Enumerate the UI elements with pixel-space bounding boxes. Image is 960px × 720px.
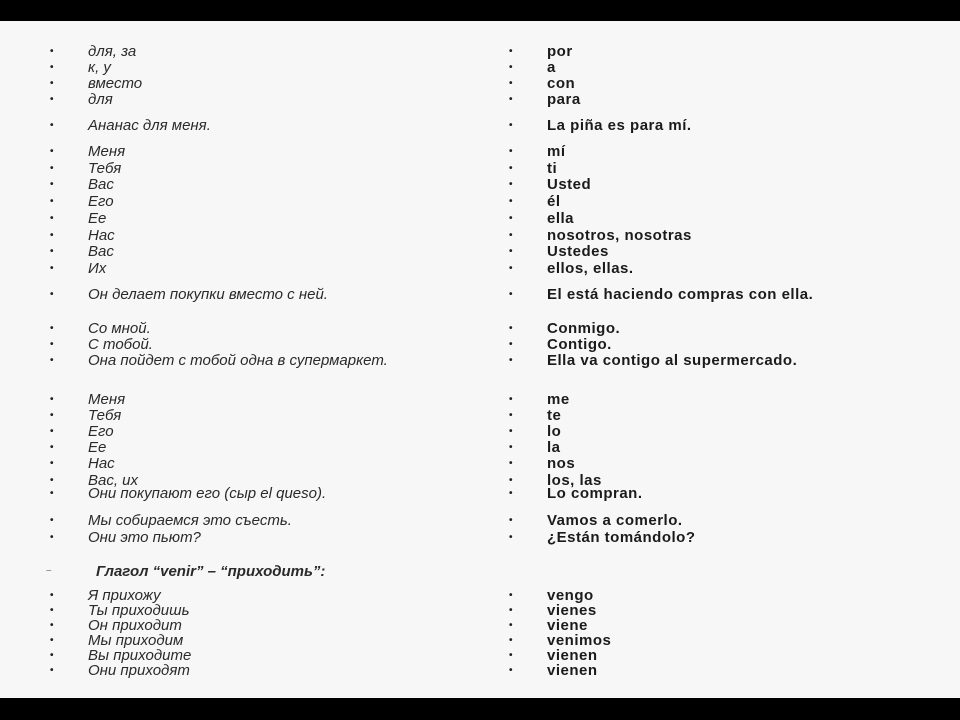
spanish-item-text: Usted	[547, 176, 592, 193]
russian-item	[50, 118, 470, 133]
section-heading	[46, 563, 325, 580]
russian-item-text: Ананас для меня.	[88, 117, 211, 134]
bullet-icon: •	[509, 410, 514, 421]
bullet-icon: •	[50, 230, 54, 241]
russian-item-text: С тобой.	[88, 336, 153, 353]
bullet-icon: •	[50, 62, 54, 73]
russian-item-text: для	[88, 91, 113, 108]
spanish-item	[509, 603, 939, 618]
russian-item	[50, 161, 470, 176]
spanish-item	[509, 424, 939, 439]
russian-item	[50, 211, 470, 226]
bullet-icon: •	[509, 355, 514, 366]
russian-item	[50, 530, 470, 545]
russian-item	[50, 513, 470, 528]
russian-item-text: Его	[88, 193, 114, 210]
russian-item	[50, 486, 470, 501]
spanish-item-text: Conmigo.	[547, 320, 621, 337]
russian-item-text: вместо	[88, 75, 143, 92]
bullet-icon: •	[509, 620, 514, 631]
russian-item	[50, 177, 470, 192]
spanish-item	[509, 663, 939, 678]
spanish-item-text: él	[547, 193, 561, 210]
spanish-item-text: mí	[547, 143, 566, 160]
russian-item-text: Они приходят	[88, 662, 190, 679]
bullet-icon: •	[509, 442, 514, 453]
spanish-item-text: con	[547, 75, 576, 92]
bullet-icon: •	[50, 605, 54, 616]
bullet-icon: •	[509, 339, 514, 350]
spanish-item	[509, 392, 939, 407]
bullet-icon: •	[509, 488, 514, 499]
bullet-icon: •	[50, 426, 54, 437]
russian-item-text: Вас	[88, 243, 114, 260]
russian-item-text: для, за	[88, 43, 137, 60]
spanish-item	[509, 456, 939, 471]
russian-item	[50, 337, 470, 352]
spanish-item	[509, 588, 939, 603]
spanish-item	[509, 92, 939, 107]
bullet-icon: •	[50, 394, 54, 405]
bullet-icon: •	[50, 46, 54, 57]
russian-item	[50, 588, 470, 603]
spanish-item-text: nos	[547, 455, 576, 472]
spanish-item	[509, 353, 939, 368]
russian-item	[50, 408, 470, 423]
spanish-item	[509, 408, 939, 423]
spanish-item	[509, 486, 939, 501]
spanish-item-text: ¿Están tomándolo?	[547, 529, 696, 546]
russian-item	[50, 76, 470, 91]
bullet-icon: •	[50, 196, 54, 207]
russian-item-text: Тебя	[88, 407, 122, 424]
bullet-icon: •	[509, 605, 514, 616]
russian-item	[50, 633, 470, 648]
bullet-icon: •	[509, 458, 514, 469]
spanish-item-text: te	[547, 407, 562, 424]
russian-item-text: Со мной.	[88, 320, 151, 337]
spanish-item-text: los, las	[547, 472, 602, 489]
bullet-icon: •	[50, 515, 54, 526]
bullet-icon: •	[50, 458, 54, 469]
russian-item	[50, 287, 470, 302]
spanish-item	[509, 648, 939, 663]
spanish-item	[509, 44, 939, 59]
bullet-icon: •	[50, 120, 54, 131]
heading-text: Глагол “venir” – “приходить”:	[96, 563, 326, 580]
spanish-item-text: vengo	[547, 587, 594, 604]
russian-item	[50, 44, 470, 59]
bullet-icon: •	[50, 78, 54, 89]
bullet-icon: •	[509, 289, 514, 300]
russian-item	[50, 92, 470, 107]
spanish-item-text: venimos	[547, 632, 612, 649]
russian-item-text: Он делает покупки вместо с ней.	[88, 286, 328, 303]
spanish-item-text: por	[547, 43, 573, 60]
bullet-icon: •	[509, 394, 514, 405]
russian-item	[50, 144, 470, 159]
russian-item-text: Их	[88, 260, 107, 277]
russian-item-text: Тебя	[88, 160, 122, 177]
bullet-icon: •	[50, 146, 54, 157]
spanish-item	[509, 513, 939, 528]
russian-item-text: Они покупают его (сыр el queso).	[88, 485, 327, 502]
russian-item-text: Вас, их	[88, 472, 139, 489]
russian-item	[50, 194, 470, 209]
bullet-icon: •	[509, 426, 514, 437]
bullet-icon: •	[50, 323, 54, 334]
bullet-icon: •	[509, 146, 514, 157]
bullet-icon: •	[509, 665, 514, 676]
russian-item	[50, 244, 470, 259]
bullet-icon: •	[509, 94, 514, 105]
bullet-icon: •	[509, 475, 514, 486]
spanish-item-text: Vamos a comerlo.	[547, 512, 683, 529]
bullet-icon: •	[509, 590, 514, 601]
russian-item	[50, 228, 470, 243]
spanish-item-text: Contigo.	[547, 336, 612, 353]
spanish-item	[509, 321, 939, 336]
bullet-icon: •	[509, 78, 514, 89]
russian-item	[50, 392, 470, 407]
bullet-icon: •	[509, 62, 514, 73]
russian-item-text: Его	[88, 423, 114, 440]
spanish-item	[509, 228, 939, 243]
spanish-item-text: Lo compran.	[547, 485, 643, 502]
spanish-item-text: vienes	[547, 602, 597, 619]
spanish-item	[509, 60, 939, 75]
spanish-item-text: Ella va contigo al supermercado.	[547, 352, 798, 369]
bullet-icon: •	[509, 263, 514, 274]
spanish-item-text: ellos, ellas.	[547, 260, 634, 277]
spanish-item	[509, 118, 939, 133]
russian-item-text: Нас	[88, 227, 115, 244]
bullet-icon: •	[509, 46, 514, 57]
spanish-item-text: La piña es para mí.	[547, 117, 692, 134]
spanish-item-text: Ustedes	[547, 243, 609, 260]
slide	[0, 21, 960, 698]
bullet-icon: •	[509, 323, 514, 334]
bullet-icon: •	[509, 163, 514, 174]
bullet-icon: •	[50, 665, 54, 676]
bullet-icon: •	[509, 230, 514, 241]
bullet-icon: •	[509, 196, 514, 207]
spanish-item	[509, 76, 939, 91]
russian-item	[50, 353, 470, 368]
russian-item-text: Меня	[88, 391, 126, 408]
bullet-icon: •	[50, 289, 54, 300]
bullet-icon: •	[50, 246, 54, 257]
russian-item-text: Мы собираемся это съесть.	[88, 512, 292, 529]
spanish-item	[509, 618, 939, 633]
bullet-icon: •	[50, 179, 54, 190]
russian-item	[50, 603, 470, 618]
russian-item-text: Я прихожу	[88, 587, 161, 604]
bullet-icon: •	[509, 120, 514, 131]
spanish-item	[509, 177, 939, 192]
spanish-item-text: vienen	[547, 647, 598, 664]
spanish-item	[509, 261, 939, 276]
spanish-item-text: vienen	[547, 662, 598, 679]
russian-item	[50, 618, 470, 633]
russian-item-text: Они это пьют?	[88, 529, 201, 546]
russian-item-text: Ее	[88, 210, 107, 227]
spanish-item	[509, 211, 939, 226]
bullet-icon: •	[509, 246, 514, 257]
russian-item-text: Она пойдет с тобой одна в супермаркет.	[88, 352, 388, 369]
spanish-item	[509, 530, 939, 545]
spanish-item-text: El está haciendo compras con ella.	[547, 286, 814, 303]
russian-item-text: Он приходит	[88, 617, 182, 634]
russian-item	[50, 440, 470, 455]
russian-item-text: Ты приходишь	[88, 602, 190, 619]
bullet-icon: •	[50, 213, 54, 224]
russian-item	[50, 60, 470, 75]
spanish-item	[509, 337, 939, 352]
heading-dash: –	[46, 565, 52, 576]
bullet-icon: •	[509, 650, 514, 661]
bullet-icon: •	[50, 263, 54, 274]
bullet-icon: •	[509, 213, 514, 224]
russian-item-text: Мы приходим	[88, 632, 184, 649]
bullet-icon: •	[50, 163, 54, 174]
bullet-icon: •	[509, 635, 514, 646]
russian-item-text: Вы приходите	[88, 647, 192, 664]
spanish-item-text: lo	[547, 423, 562, 440]
spanish-item-text: ti	[547, 160, 558, 177]
spanish-item	[509, 287, 939, 302]
russian-item	[50, 261, 470, 276]
spanish-item-text: a	[547, 59, 556, 76]
spanish-item-text: ella	[547, 210, 575, 227]
bullet-icon: •	[509, 515, 514, 526]
russian-item-text: Меня	[88, 143, 126, 160]
russian-item	[50, 321, 470, 336]
bullet-icon: •	[50, 94, 54, 105]
spanish-item	[509, 194, 939, 209]
spanish-item	[509, 633, 939, 648]
spanish-item	[509, 244, 939, 259]
bullet-icon: •	[50, 410, 54, 421]
russian-item	[50, 648, 470, 663]
bullet-icon: •	[50, 635, 54, 646]
bullet-icon: •	[509, 532, 514, 543]
bullet-icon: •	[50, 590, 54, 601]
bullet-icon: •	[50, 650, 54, 661]
bullet-icon: •	[50, 620, 54, 631]
bullet-icon: •	[50, 442, 54, 453]
bullet-icon: •	[50, 339, 54, 350]
spanish-item	[509, 161, 939, 176]
spanish-item	[509, 440, 939, 455]
spanish-item-text: me	[547, 391, 570, 408]
spanish-item-text: para	[547, 91, 581, 108]
bullet-icon: •	[50, 488, 54, 499]
russian-item-text: Ее	[88, 439, 107, 456]
spanish-item-text: la	[547, 439, 561, 456]
russian-item-text: Вас	[88, 176, 114, 193]
spanish-item-text: nosotros, nosotras	[547, 227, 692, 244]
russian-item	[50, 456, 470, 471]
bullet-icon: •	[50, 355, 54, 366]
russian-item-text: Нас	[88, 455, 115, 472]
spanish-item-text: viene	[547, 617, 588, 634]
bullet-icon: •	[509, 179, 514, 190]
spanish-item	[509, 144, 939, 159]
bullet-icon: •	[50, 532, 54, 543]
russian-item	[50, 424, 470, 439]
bullet-icon: •	[50, 475, 54, 486]
russian-item	[50, 663, 470, 678]
russian-item-text: к, у	[88, 59, 111, 76]
